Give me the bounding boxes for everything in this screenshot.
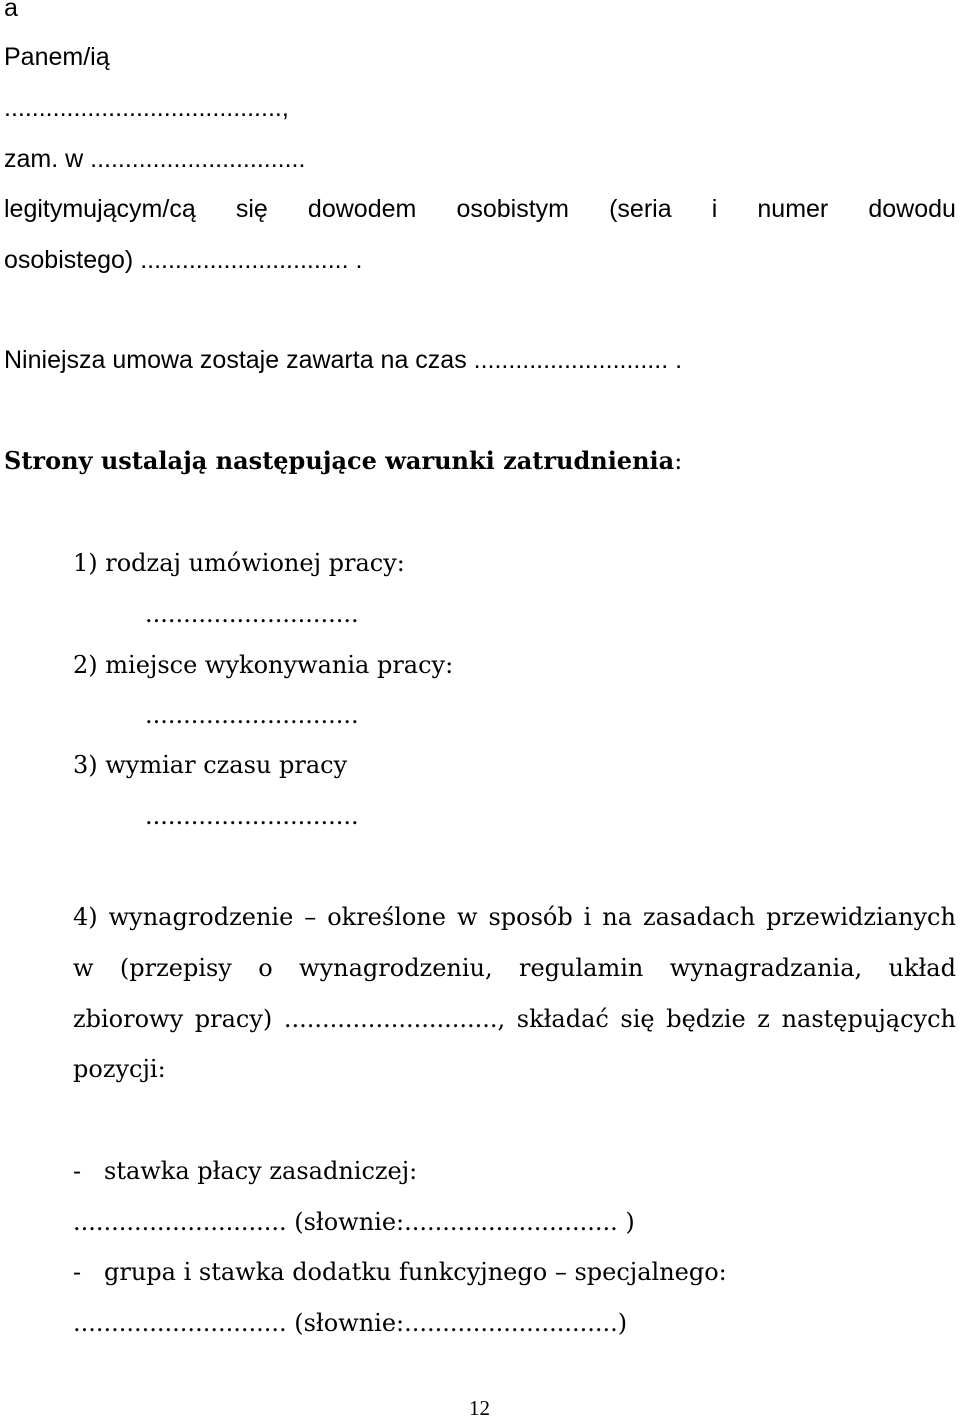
item-4-line-4: pozycji: <box>73 1055 166 1083</box>
word: się <box>235 195 268 223</box>
heading-colon: : <box>674 447 683 475</box>
word: i <box>583 903 592 931</box>
word: określone <box>327 903 446 931</box>
word: w <box>456 903 478 931</box>
word: regulamin <box>519 954 644 982</box>
position-function-allowance: - grupa i stawka dodatku funkcyjnego – specjalnego: <box>73 1258 727 1286</box>
word: z <box>757 1005 770 1033</box>
text-panem: Panem/ią <box>4 43 110 71</box>
conditions-heading <box>4 446 683 475</box>
word: pracy) <box>194 1005 273 1033</box>
position-function-allowance-value: ............................ (słownie:............................) <box>73 1309 628 1337</box>
word: następujących <box>781 1005 956 1033</box>
item-3-dots: ............................ <box>145 802 359 830</box>
text-id-number: osobistego) .............................. . <box>4 246 363 274</box>
word: dowodem <box>307 195 417 223</box>
item-2-dots: ............................ <box>145 701 359 729</box>
word: w <box>73 954 94 982</box>
word: (przepisy <box>119 954 232 982</box>
heading-bold: Strony ustalają następujące warunki zatrudnienia <box>4 446 675 475</box>
word: numer <box>757 195 829 223</box>
text-address: zam. w ............................... <box>4 145 306 173</box>
word: składać <box>516 1005 609 1033</box>
word: układ <box>888 954 956 982</box>
word: na <box>602 903 633 931</box>
text-name-dots: ........................................, <box>4 94 289 122</box>
item-4-line-1 <box>73 905 956 929</box>
item-2-label: 2) miejsce wykonywania pracy: <box>73 651 454 679</box>
word: przewidzianych <box>766 903 956 931</box>
text-id-line <box>4 197 956 222</box>
word: wynagradzania, <box>669 954 863 982</box>
page-number: 12 <box>469 1396 490 1420</box>
word: – <box>304 903 317 931</box>
word: 4) <box>73 903 98 931</box>
text-contract-term: Niniejsza umowa zostaje zawarta na czas ............................ . <box>4 346 683 374</box>
word: zbiorowy <box>73 1005 184 1033</box>
item-1-dots: ............................ <box>145 600 359 628</box>
item-3-label: 3) wymiar czasu pracy <box>73 751 348 779</box>
word: sposób <box>488 903 573 931</box>
position-base-pay-value: ............................ (słownie:............................ ) <box>73 1208 635 1236</box>
word: (seria <box>609 195 672 223</box>
word: legitymującym/cą <box>4 195 196 223</box>
item-1-label: 1) rodzaj umówionej pracy: <box>73 549 405 577</box>
word: wynagrodzenie <box>108 903 294 931</box>
word: o <box>258 954 273 982</box>
word: ............................, <box>283 1005 506 1033</box>
word: osobistym <box>456 195 569 223</box>
word: dowodu <box>868 195 956 223</box>
word: wynagrodzeniu, <box>299 954 493 982</box>
word: będzie <box>666 1005 746 1033</box>
item-4-line-2 <box>73 956 956 980</box>
word: i <box>711 195 718 223</box>
item-4-line-3 <box>73 1007 956 1031</box>
position-base-pay: - stawka płacy zasadniczej: <box>73 1157 418 1185</box>
word: się <box>620 1005 655 1033</box>
word: zasadach <box>643 903 756 931</box>
text-a: a <box>4 0 18 22</box>
